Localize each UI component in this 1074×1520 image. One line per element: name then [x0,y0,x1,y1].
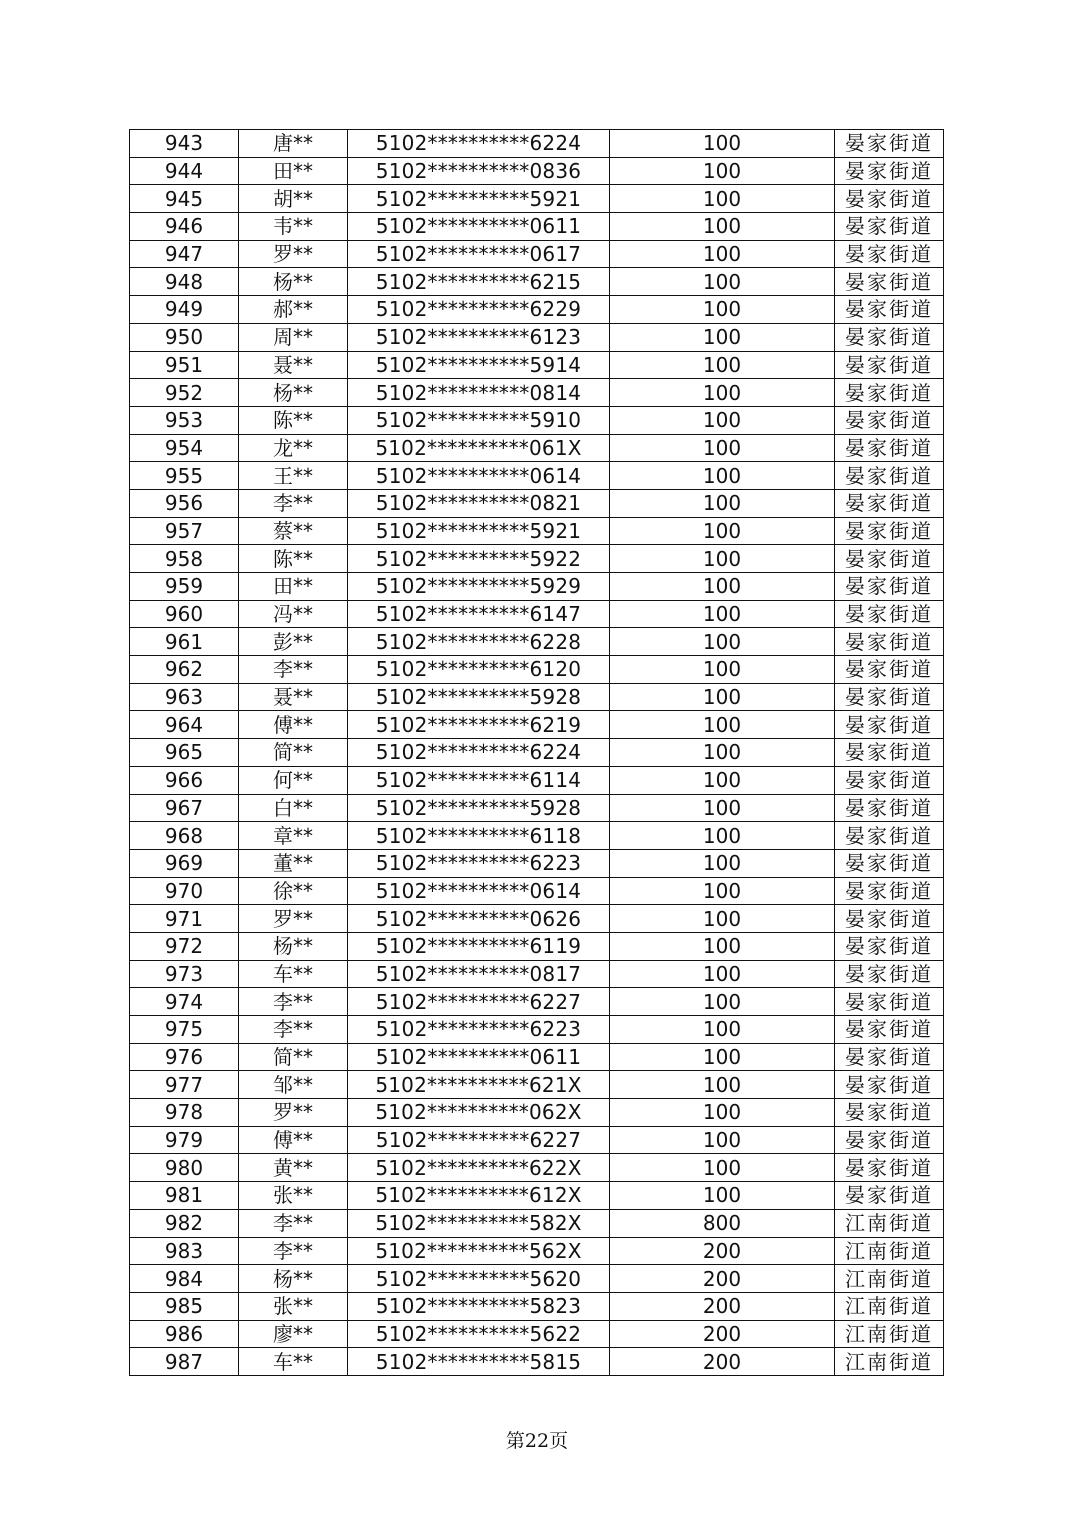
table-row [130,573,944,601]
amount-cell: 100 [610,877,835,905]
person-name-cell: 张** [239,1182,348,1210]
street-district-cell: 晏家街道 [835,185,944,213]
person-name-cell: 何** [239,766,348,794]
table-row [130,877,944,905]
person-name-cell: 李** [239,1209,348,1237]
row-number-cell: 950 [130,323,239,351]
id-number-cell: 5102**********6215 [348,268,610,296]
person-name-cell: 韦** [239,213,348,241]
table-row [130,1320,944,1348]
amount-cell: 100 [610,905,835,933]
table-row [130,932,944,960]
street-district-cell: 晏家街道 [835,573,944,601]
street-district-cell: 晏家街道 [835,462,944,490]
street-district-cell: 晏家街道 [835,240,944,268]
person-name-cell: 杨** [239,379,348,407]
table-row [130,849,944,877]
person-name-cell: 杨** [239,1265,348,1293]
amount-cell: 100 [610,517,835,545]
id-number-cell: 5102**********6229 [348,296,610,324]
table-row [130,1043,944,1071]
amount-cell: 100 [610,1071,835,1099]
id-number-cell: 5102**********0614 [348,462,610,490]
id-number-cell: 5102**********5922 [348,545,610,573]
row-number-cell: 981 [130,1182,239,1210]
person-name-cell: 董** [239,849,348,877]
street-district-cell: 晏家街道 [835,988,944,1016]
amount-cell: 100 [610,323,835,351]
person-name-cell: 李** [239,489,348,517]
table-row [130,268,944,296]
row-number-cell: 957 [130,517,239,545]
street-district-cell: 晏家街道 [835,1182,944,1210]
person-name-cell: 罗** [239,905,348,933]
street-district-cell: 江南街道 [835,1209,944,1237]
street-district-cell: 晏家街道 [835,905,944,933]
row-number-cell: 948 [130,268,239,296]
id-number-cell: 5102**********6228 [348,628,610,656]
street-district-cell: 晏家街道 [835,1126,944,1154]
row-number-cell: 966 [130,766,239,794]
table-row [130,988,944,1016]
id-number-cell: 5102**********0836 [348,157,610,185]
amount-cell: 100 [610,960,835,988]
amount-cell: 100 [610,489,835,517]
street-district-cell: 晏家街道 [835,1043,944,1071]
amount-cell: 100 [610,157,835,185]
person-name-cell: 杨** [239,268,348,296]
id-number-cell: 5102**********6118 [348,822,610,850]
amount-cell: 100 [610,1099,835,1127]
person-name-cell: 张** [239,1292,348,1320]
id-number-cell: 5102**********6223 [348,849,610,877]
amount-cell: 100 [610,1016,835,1044]
row-number-cell: 976 [130,1043,239,1071]
id-number-cell: 5102**********5620 [348,1265,610,1293]
id-number-cell: 5102**********6123 [348,323,610,351]
person-name-cell: 邹** [239,1071,348,1099]
row-number-cell: 985 [130,1292,239,1320]
amount-cell: 100 [610,268,835,296]
table-row [130,711,944,739]
row-number-cell: 969 [130,849,239,877]
amount-cell: 100 [610,434,835,462]
amount-cell: 100 [610,794,835,822]
amount-cell: 200 [610,1237,835,1265]
id-number-cell: 5102**********0814 [348,379,610,407]
amount-cell: 100 [610,600,835,628]
id-number-cell: 5102**********0611 [348,213,610,241]
amount-cell: 100 [610,739,835,767]
person-name-cell: 章** [239,822,348,850]
amount-cell: 100 [610,683,835,711]
id-number-cell: 5102**********562X [348,1237,610,1265]
row-number-cell: 967 [130,794,239,822]
row-number-cell: 943 [130,130,239,158]
row-number-cell: 949 [130,296,239,324]
amount-cell: 100 [610,240,835,268]
row-number-cell: 987 [130,1348,239,1376]
amount-cell: 100 [610,766,835,794]
street-district-cell: 晏家街道 [835,960,944,988]
table-row [130,545,944,573]
street-district-cell: 晏家街道 [835,489,944,517]
amount-cell: 100 [610,351,835,379]
id-number-cell: 5102**********5928 [348,794,610,822]
person-name-cell: 聂** [239,351,348,379]
amount-cell: 200 [610,1320,835,1348]
row-number-cell: 945 [130,185,239,213]
row-number-cell: 951 [130,351,239,379]
table-row [130,406,944,434]
amount-cell: 100 [610,711,835,739]
id-number-cell: 5102**********6114 [348,766,610,794]
row-number-cell: 983 [130,1237,239,1265]
row-number-cell: 960 [130,600,239,628]
person-name-cell: 陈** [239,406,348,434]
person-name-cell: 李** [239,988,348,1016]
table-row [130,1348,944,1376]
id-number-cell: 5102**********062X [348,1099,610,1127]
row-number-cell: 956 [130,489,239,517]
street-district-cell: 晏家街道 [835,932,944,960]
id-number-cell: 5102**********6219 [348,711,610,739]
person-name-cell: 傅** [239,1126,348,1154]
row-number-cell: 972 [130,932,239,960]
row-number-cell: 978 [130,1099,239,1127]
table-row [130,1126,944,1154]
table-row [130,1209,944,1237]
table-row [130,434,944,462]
table-row [130,960,944,988]
row-number-cell: 974 [130,988,239,1016]
table-row [130,379,944,407]
row-number-cell: 946 [130,213,239,241]
person-name-cell: 蔡** [239,517,348,545]
amount-cell: 200 [610,1292,835,1320]
amount-cell: 100 [610,1154,835,1182]
street-district-cell: 晏家街道 [835,711,944,739]
street-district-cell: 晏家街道 [835,545,944,573]
id-number-cell: 5102**********5921 [348,185,610,213]
person-name-cell: 李** [239,656,348,684]
person-name-cell: 李** [239,1016,348,1044]
person-name-cell: 陈** [239,545,348,573]
table-row [130,905,944,933]
id-number-cell: 5102**********0817 [348,960,610,988]
street-district-cell: 晏家街道 [835,600,944,628]
person-name-cell: 王** [239,462,348,490]
person-name-cell: 周** [239,323,348,351]
id-number-cell: 5102**********6227 [348,1126,610,1154]
row-number-cell: 986 [130,1320,239,1348]
id-number-cell: 5102**********0821 [348,489,610,517]
id-number-cell: 5102**********5910 [348,406,610,434]
id-number-cell: 5102**********6227 [348,988,610,1016]
id-number-cell: 5102**********5928 [348,683,610,711]
id-number-cell: 5102**********5823 [348,1292,610,1320]
id-number-cell: 5102**********612X [348,1182,610,1210]
amount-cell: 200 [610,1265,835,1293]
table-row [130,794,944,822]
amount-cell: 100 [610,849,835,877]
person-name-cell: 胡** [239,185,348,213]
street-district-cell: 江南街道 [835,1237,944,1265]
street-district-cell: 晏家街道 [835,406,944,434]
amount-cell: 200 [610,1348,835,1376]
amount-cell: 100 [610,822,835,850]
street-district-cell: 晏家街道 [835,739,944,767]
street-district-cell: 晏家街道 [835,296,944,324]
street-district-cell: 江南街道 [835,1348,944,1376]
id-number-cell: 5102**********5929 [348,573,610,601]
row-number-cell: 958 [130,545,239,573]
street-district-cell: 晏家街道 [835,628,944,656]
id-number-cell: 5102**********582X [348,1209,610,1237]
table-row [130,323,944,351]
amount-cell: 100 [610,462,835,490]
street-district-cell: 晏家街道 [835,213,944,241]
person-name-cell: 聂** [239,683,348,711]
row-number-cell: 962 [130,656,239,684]
row-number-cell: 977 [130,1071,239,1099]
street-district-cell: 晏家街道 [835,517,944,545]
street-district-cell: 晏家街道 [835,1099,944,1127]
id-number-cell: 5102**********6224 [348,739,610,767]
id-number-cell: 5102**********0617 [348,240,610,268]
row-number-cell: 944 [130,157,239,185]
amount-cell: 100 [610,545,835,573]
id-number-cell: 5102**********0611 [348,1043,610,1071]
person-name-cell: 白** [239,794,348,822]
id-number-cell: 5102**********5622 [348,1320,610,1348]
table-row [130,462,944,490]
table-row [130,1154,944,1182]
id-number-cell: 5102**********0626 [348,905,610,933]
row-number-cell: 954 [130,434,239,462]
amount-cell: 100 [610,406,835,434]
person-name-cell: 郝** [239,296,348,324]
amount-cell: 100 [610,656,835,684]
table-row [130,1265,944,1293]
id-number-cell: 5102**********621X [348,1071,610,1099]
table-row [130,766,944,794]
row-number-cell: 973 [130,960,239,988]
row-number-cell: 979 [130,1126,239,1154]
id-number-cell: 5102**********6147 [348,600,610,628]
roster-table-body [130,130,944,1376]
table-row [130,240,944,268]
id-number-cell: 5102**********5914 [348,351,610,379]
street-district-cell: 晏家街道 [835,794,944,822]
row-number-cell: 984 [130,1265,239,1293]
table-row [130,600,944,628]
page-number: 第22页 [505,1430,569,1452]
amount-cell: 100 [610,1182,835,1210]
table-row [130,296,944,324]
row-number-cell: 982 [130,1209,239,1237]
person-name-cell: 简** [239,739,348,767]
person-name-cell: 杨** [239,932,348,960]
amount-cell: 100 [610,988,835,1016]
person-name-cell: 李** [239,1237,348,1265]
table-row [130,1237,944,1265]
table-row [130,1016,944,1044]
row-number-cell: 968 [130,822,239,850]
street-district-cell: 晏家街道 [835,379,944,407]
row-number-cell: 964 [130,711,239,739]
person-name-cell: 黄** [239,1154,348,1182]
street-district-cell: 江南街道 [835,1320,944,1348]
street-district-cell: 晏家街道 [835,323,944,351]
street-district-cell: 晏家街道 [835,877,944,905]
amount-cell: 100 [610,379,835,407]
amount-cell: 100 [610,573,835,601]
person-name-cell: 田** [239,573,348,601]
roster-table [129,129,944,1376]
id-number-cell: 5102**********061X [348,434,610,462]
person-name-cell: 唐** [239,130,348,158]
table-row [130,489,944,517]
amount-cell: 100 [610,185,835,213]
person-name-cell: 田** [239,157,348,185]
id-number-cell: 5102**********0614 [348,877,610,905]
street-district-cell: 晏家街道 [835,766,944,794]
amount-cell: 100 [610,628,835,656]
street-district-cell: 晏家街道 [835,822,944,850]
table-row [130,130,944,158]
table-row [130,213,944,241]
row-number-cell: 975 [130,1016,239,1044]
id-number-cell: 5102**********6120 [348,656,610,684]
id-number-cell: 5102**********6224 [348,130,610,158]
row-number-cell: 953 [130,406,239,434]
table-row [130,683,944,711]
row-number-cell: 961 [130,628,239,656]
table-row [130,157,944,185]
street-district-cell: 晏家街道 [835,1071,944,1099]
id-number-cell: 5102**********6223 [348,1016,610,1044]
person-name-cell: 彭** [239,628,348,656]
person-name-cell: 罗** [239,1099,348,1127]
table-row [130,628,944,656]
row-number-cell: 959 [130,573,239,601]
person-name-cell: 廖** [239,1320,348,1348]
street-district-cell: 江南街道 [835,1265,944,1293]
person-name-cell: 龙** [239,434,348,462]
street-district-cell: 晏家街道 [835,157,944,185]
street-district-cell: 晏家街道 [835,849,944,877]
street-district-cell: 晏家街道 [835,130,944,158]
row-number-cell: 947 [130,240,239,268]
table-row [130,517,944,545]
table-row [130,351,944,379]
person-name-cell: 车** [239,1348,348,1376]
row-number-cell: 980 [130,1154,239,1182]
table-row [130,656,944,684]
id-number-cell: 5102**********6119 [348,932,610,960]
street-district-cell: 晏家街道 [835,268,944,296]
amount-cell: 100 [610,1043,835,1071]
person-name-cell: 冯** [239,600,348,628]
table-row [130,1099,944,1127]
street-district-cell: 晏家街道 [835,434,944,462]
table-row [130,1182,944,1210]
row-number-cell: 971 [130,905,239,933]
street-district-cell: 晏家街道 [835,1016,944,1044]
street-district-cell: 晏家街道 [835,656,944,684]
street-district-cell: 晏家街道 [835,1154,944,1182]
amount-cell: 100 [610,296,835,324]
amount-cell: 800 [610,1209,835,1237]
table-row [130,185,944,213]
person-name-cell: 车** [239,960,348,988]
person-name-cell: 罗** [239,240,348,268]
street-district-cell: 江南街道 [835,1292,944,1320]
table-row [130,822,944,850]
amount-cell: 100 [610,1126,835,1154]
amount-cell: 100 [610,130,835,158]
row-number-cell: 965 [130,739,239,767]
row-number-cell: 955 [130,462,239,490]
id-number-cell: 5102**********5921 [348,517,610,545]
id-number-cell: 5102**********5815 [348,1348,610,1376]
person-name-cell: 傅** [239,711,348,739]
person-name-cell: 简** [239,1043,348,1071]
table-row [130,739,944,767]
table-row [130,1292,944,1320]
amount-cell: 100 [610,932,835,960]
amount-cell: 100 [610,213,835,241]
id-number-cell: 5102**********622X [348,1154,610,1182]
person-name-cell: 徐** [239,877,348,905]
table-row [130,1071,944,1099]
row-number-cell: 952 [130,379,239,407]
street-district-cell: 晏家街道 [835,351,944,379]
row-number-cell: 970 [130,877,239,905]
row-number-cell: 963 [130,683,239,711]
street-district-cell: 晏家街道 [835,683,944,711]
